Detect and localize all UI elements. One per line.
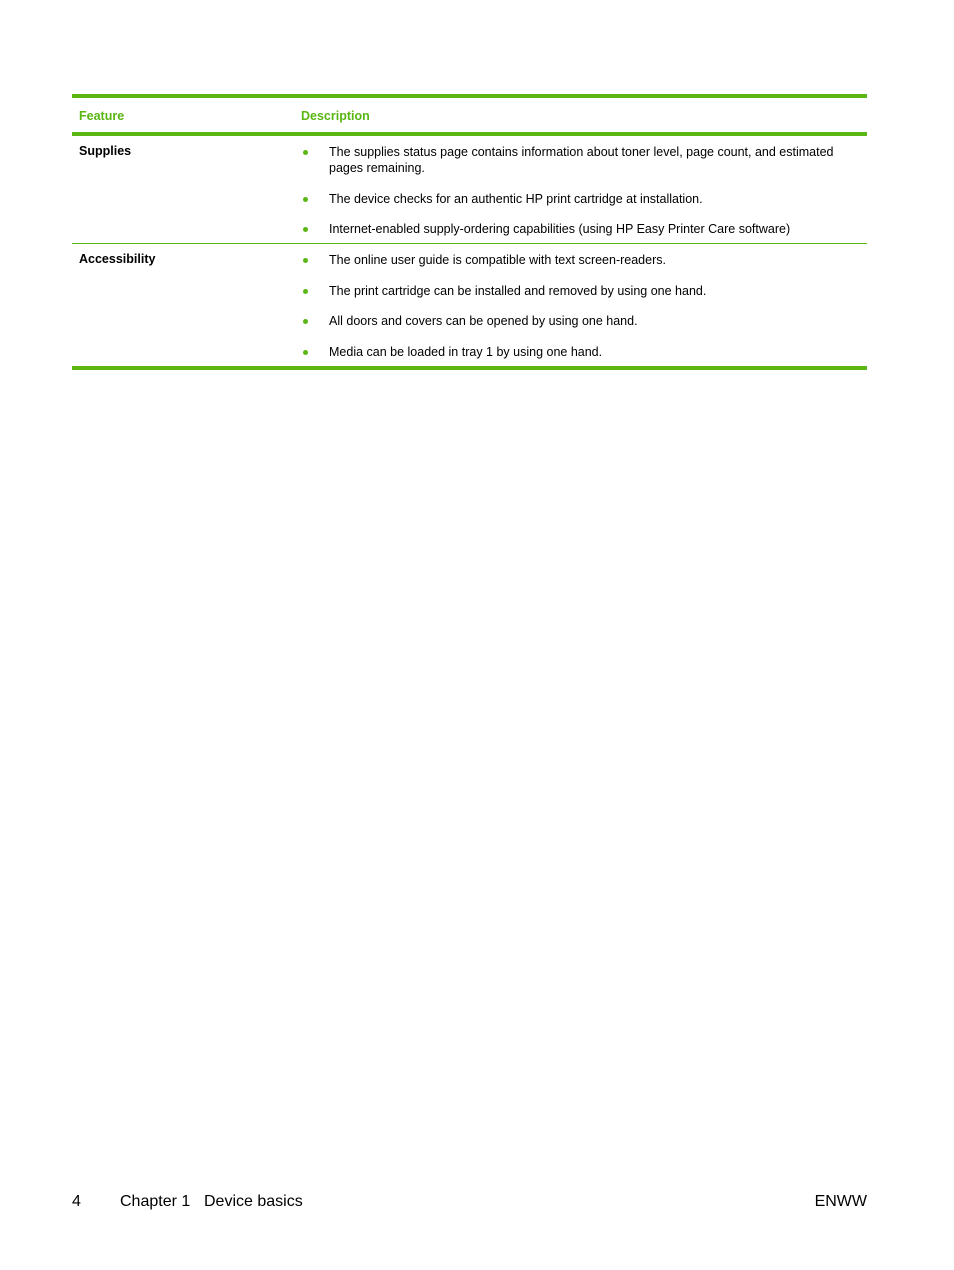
bullet-icon (303, 289, 308, 294)
table-header-row (72, 98, 867, 132)
feature-name-supplies: Supplies (79, 144, 132, 158)
list-item (301, 313, 867, 329)
list-item (301, 191, 867, 207)
list-item-text: The device checks for an authentic HP print cartridge at installation. (329, 191, 703, 206)
list-item-text: The supplies status page contains information about toner level, page count, and estimated pages remaining. (329, 145, 834, 175)
list-item (301, 344, 867, 360)
chapter-title: Device basics (204, 1193, 303, 1210)
list-item (301, 221, 867, 237)
table-row-supplies (72, 136, 867, 243)
list-item-text: All doors and covers can be opened by using one hand. (329, 314, 638, 328)
chapter-label: Chapter 1 (120, 1193, 191, 1210)
list-item (301, 252, 867, 268)
bullet-icon (303, 227, 308, 232)
table-row-accessibility (72, 244, 867, 366)
bullet-icon (303, 150, 308, 155)
supplies-description-list (301, 136, 867, 237)
list-item (301, 144, 867, 176)
table-bottom-rule (72, 366, 867, 370)
bullet-icon (303, 258, 308, 263)
page-number: 4 (72, 1193, 81, 1210)
accessibility-description-list (301, 244, 867, 360)
feature-table (72, 94, 867, 370)
header-feature: Feature (79, 109, 125, 123)
bullet-icon (303, 350, 308, 355)
bullet-icon (303, 319, 308, 324)
footer-code: ENWW (814, 1193, 867, 1210)
header-description: Description (301, 109, 370, 123)
bullet-icon (303, 197, 308, 202)
list-item-text: The online user guide is compatible with text screen-readers. (329, 253, 666, 267)
feature-name-accessibility: Accessibility (79, 252, 156, 266)
list-item-text: The print cartridge can be installed and removed by using one hand. (329, 283, 707, 298)
page-footer (72, 1192, 867, 1212)
list-item (301, 283, 867, 299)
list-item-text: Internet-enabled supply-ordering capabilities (using HP Easy Printer Care software) (329, 222, 791, 236)
list-item-text: Media can be loaded in tray 1 by using one hand. (329, 344, 603, 359)
